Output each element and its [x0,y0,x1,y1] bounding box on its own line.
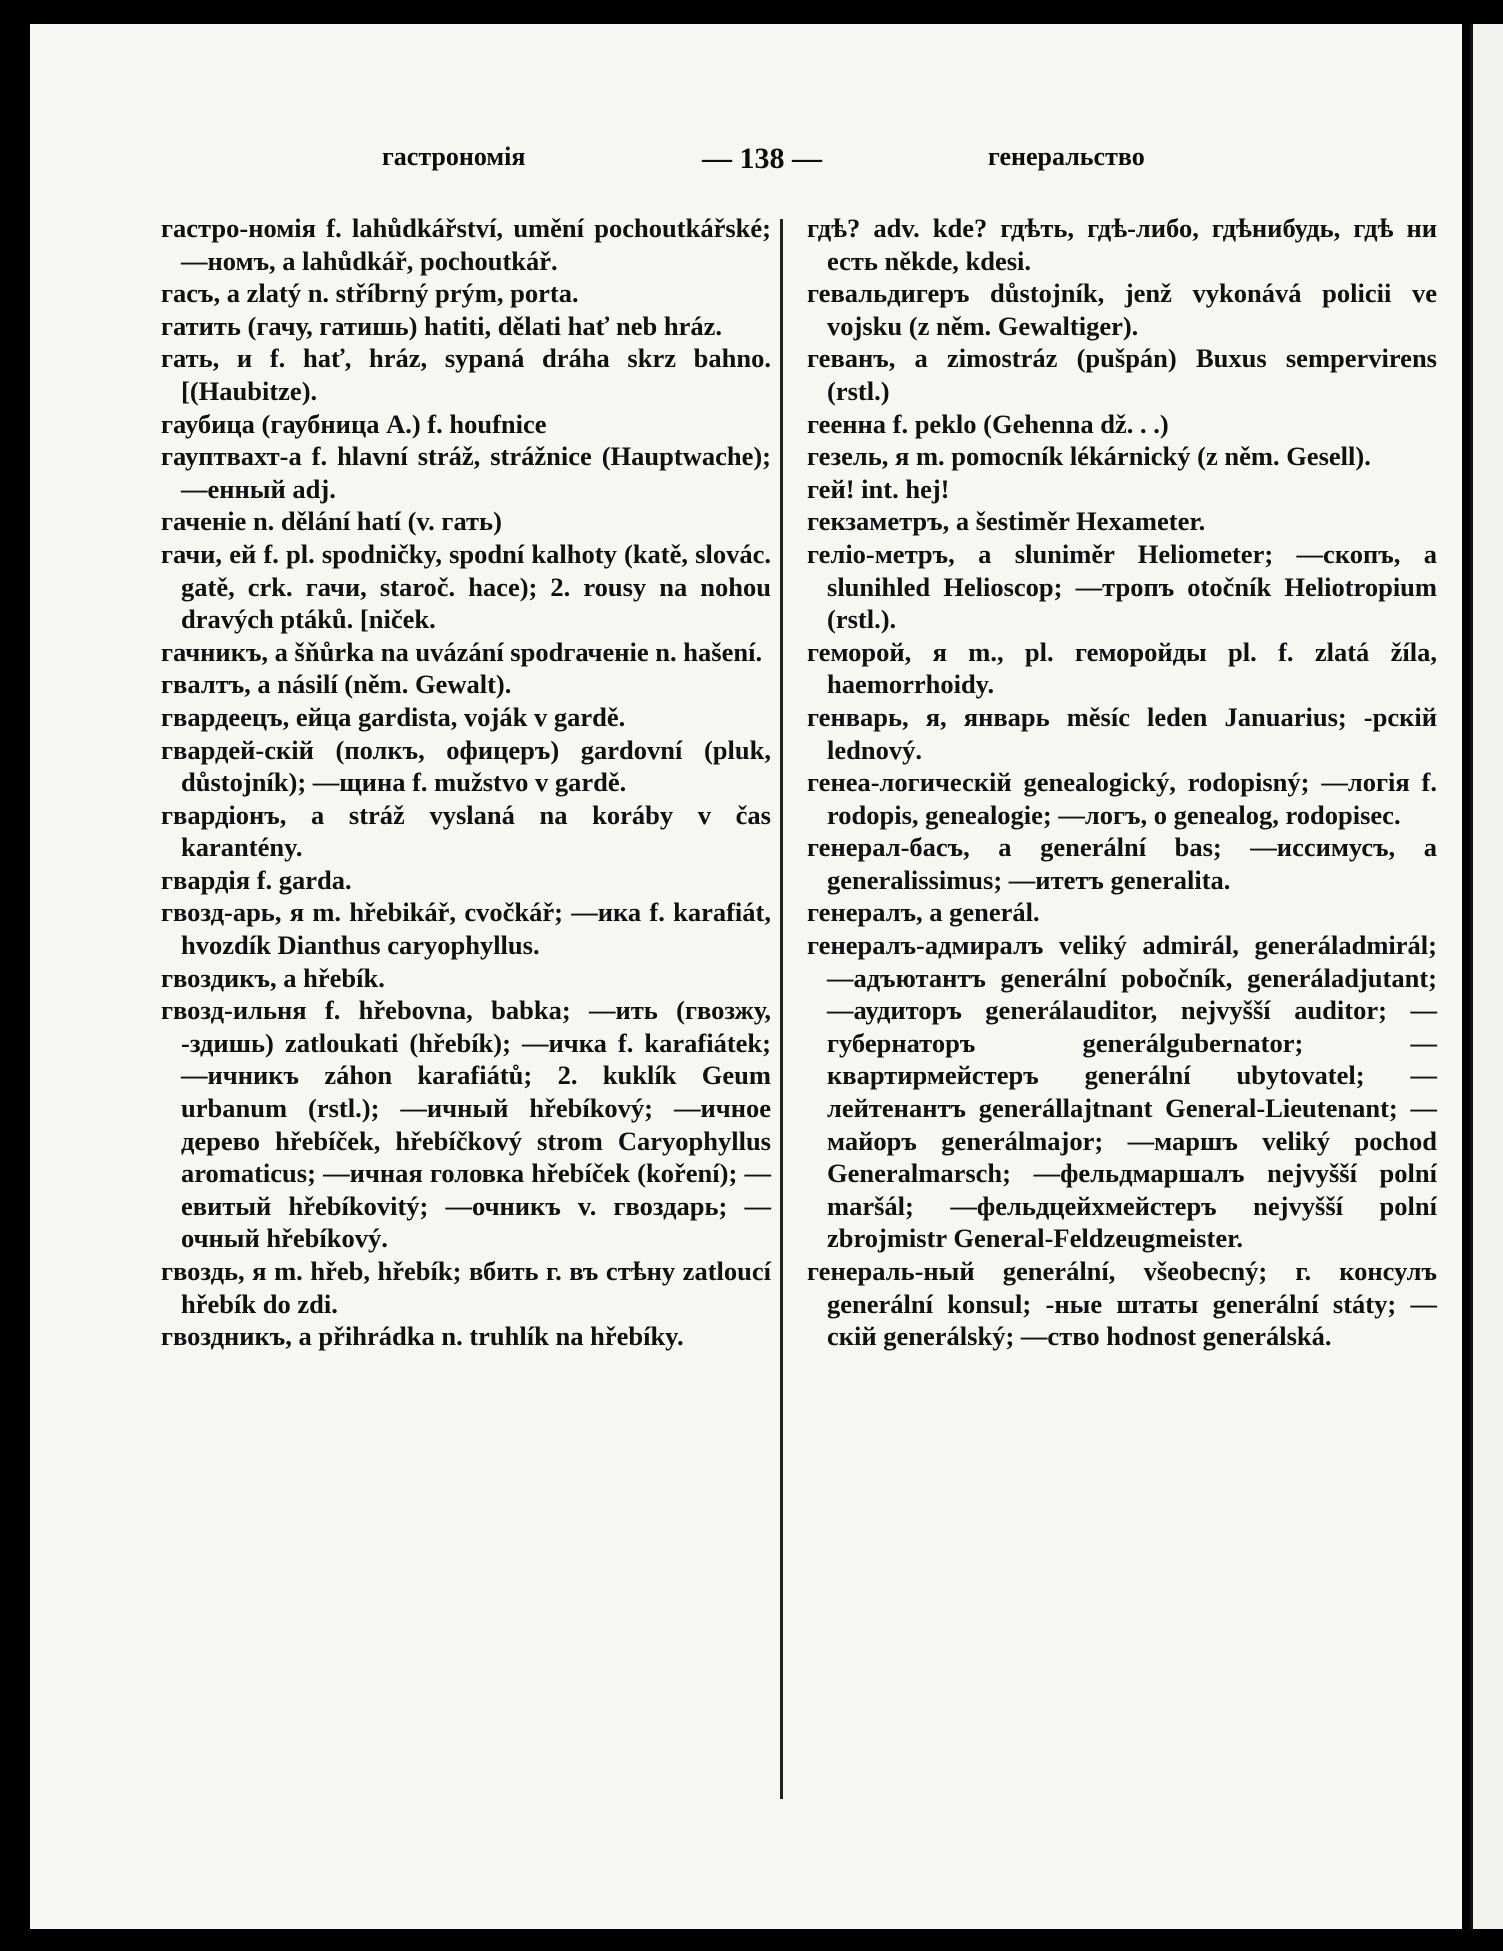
entry: генералъ, a generál. [807,897,1040,928]
header-right-guideword: генеральство [988,142,1145,171]
entry: гвардіонъ, a stráž vyslaná na koráby v čas karantény. [161,799,771,863]
entry: гвалтъ, a násilí (něm. Gewalt). [161,669,512,700]
entry: гелio-метръ, a sluniměr Heliometer; —скопъ, a slunihled Helioscop; —тропъ otočník Heliotropium (rstl.). [807,538,1437,635]
entry: гвардеецъ, ейца gardista, voják v gardě. [161,701,626,732]
entry: гвардія f. garda. [161,864,352,895]
dictionary-page [30,24,1462,1929]
entry: гвардей-скій (полкъ, офицеръ) gardovní (pluk, důstojník); —щина f. mužstvo v gardě. [161,734,771,798]
entry: гевальдигеръ důstojník, jenž vykonává policii ve vojsku (z něm. Gewaltiger). [807,278,1437,341]
entry: гей! int. hej! [807,473,950,504]
running-header [30,142,1462,182]
entry: гвоздикъ, a hřebík. [161,962,385,993]
entry: гекзаметръ, a šestiměr Hexameter. [807,506,1206,537]
entry: гаубица (гаубница A.) f. houfnice [161,408,547,439]
adjacent-page-edge [1470,24,1503,1929]
entry: гауптвахт-а f. hlavní stráž, strážnice (Hauptwache); —енный adj. [161,441,771,504]
entry: гвоздь, я m. hřeb, hřebík; вбить г. въ стѣну zatloucí hřebík do zdi. [161,1256,771,1319]
header-left-guideword: гастрономія [382,142,526,171]
entry: геморой, я m., pl. геморойды pl. f. zlatá žíla, haemorrhoidy. [807,636,1437,700]
entry: генеа-логическій genealogický, rodopisný; —логія f. rodopis, genealogie; —логъ, o genealog, rodopisec. [807,767,1437,830]
page-number: — 138 — [702,142,822,175]
entry: генерал-басъ, a generální bas; —иссимусъ, a generalissimus; —итетъ generalita. [807,832,1437,895]
entry: гдѣ? adv. kde? гдѣть, гдѣ-либо, гдѣнибудь, гдѣ ни есть někde, kdesi. [807,213,1437,276]
entry: генварь, я, январь měsíc leden Januarius; -рскій lednový. [807,701,1437,765]
entry: гвозд-арь, я m. hřebikář, cvočkář; —ика f. karafiát, hvozdík Dianthus caryophyllus. [161,897,771,961]
entry: гастро-номія f. lahůdkářství, umění pochoutkářské; —номъ, a lahůdkář, pochoutkář. [161,213,771,276]
entry: геенна f. peklo (Gehenna dž. . .) [807,408,1169,439]
entry: гаченіе n. dělání hatí (v. гать) [161,506,502,537]
left-column [161,212,771,1353]
entry: гвозд-ильня f. hřebovna, babka; —ить (гвозжу, -здишь) zatloukati (hřebík); —ичка f. karafiátek; —ичникъ záhon karafiátů; 2. kuklík Geum urbanum (rstl.); —ичный hřebíkový; —ичное дерево hřebíček, hřebíčkový strom Caryophyllus aromaticus; —ичная головка hřebíček (koření); —евитый hřebíkovitý; —очникъ v. гвоздарь; —очный hřebíkový. [161,995,771,1254]
entry: генераль-ный generální, všeobecný; г. консулъ generální konsul; -ные штаты generální státy; —скій generálský; —ство hodnost generálská. [807,1256,1437,1352]
entry: гвоздникъ, a přihrádka n. truhlík na hřebíky. [161,1321,684,1352]
entry: гатить (гачу, гатишь) hatiti, dělati hať neb hráz. [161,310,723,341]
entry: гезель, я m. pomocník lékárnický (z něm. Gesell). [807,441,1371,472]
entry: гать, и f. hať, hráz, sypaná dráha skrz bahno. [(Haubitze). [161,343,771,406]
entry: гачникъ, a šňůrka na uvázání spodгаченіе n. hašení. [161,636,763,667]
right-column [807,212,1437,1353]
entry: гачи, ей f. pl. spodničky, spodní kalhoty (katě, slovác. gatě, crk. гачи, staroč. hace); 2. rousy na nohou dravých ptáků. [niček. [161,538,771,635]
entry: геванъ, a zimostráz (pušpán) Buxus sempervirens (rstl.) [807,343,1437,406]
entry: гасъ, a zlatý n. stříbrný prým, porta. [161,278,579,309]
entry: генералъ-адмиралъ veliký admirál, generáladmirál; —адъютантъ generální pobočník, generáladjutant; —аудиторъ generálauditor, nejvyšší auditor; —губернаторъ generálgubernator; —квартирмейстеръ generální ubytovatel; —лейтенантъ generállajtnant General-Lieutenant; —майоръ generálmajor; —маршъ veliký pochod Generalmarsch; —фельдмаршалъ nejvyšší polní maršál; —фельдцейхмейстеръ nejvyšší polní zbrojmistr General-Feldzeugmeister. [807,930,1437,1254]
column-divider [780,219,783,1799]
